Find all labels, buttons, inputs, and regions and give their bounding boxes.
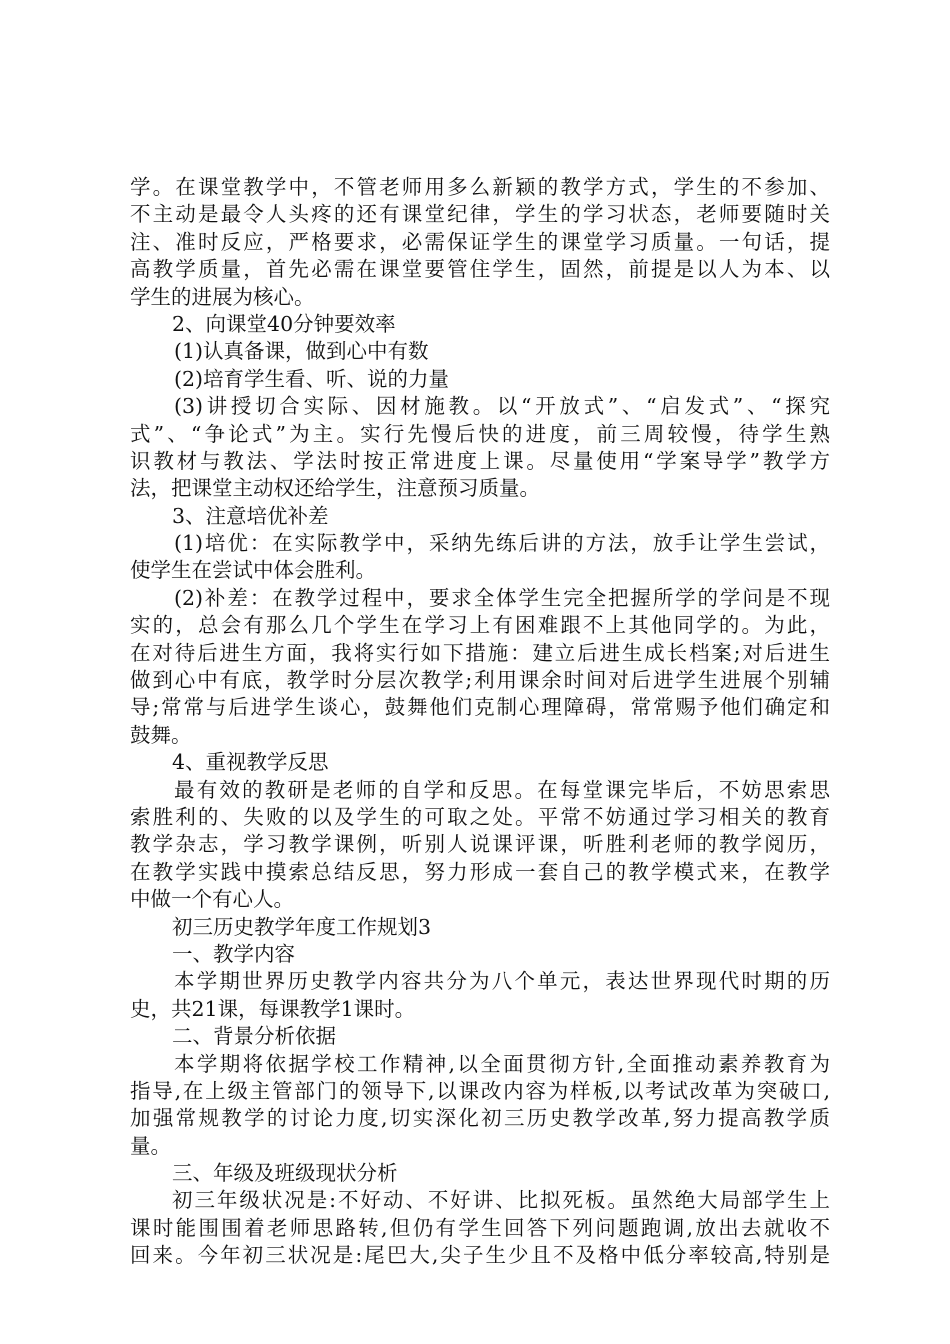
text-line: 高教学质量，首先必需在课堂要管住学生，固然，前提是以人为本、以 (130, 257, 830, 282)
text-line: 初三年级状况是:不好动、不好讲、比拟死板。虽然绝大局部学生上 (172, 1188, 830, 1213)
text-line: 加强常规教学的讨论力度,切实深化初三历史教学改革,努力提高教学质 (130, 1106, 830, 1131)
text-line: 识教材与教法、学法时按正常进度上课。尽量使用“学案导学”教学方 (130, 448, 830, 473)
list-item: (1)培优：在实际教学中，采纳先练后讲的方法，放手让学生尝试， (174, 531, 830, 556)
text-line: 中做一个有心人。 (130, 887, 294, 912)
section-heading: 2、向课堂40分钟要效率 (172, 311, 396, 336)
text-line: 学生的进展为核心。 (130, 284, 315, 309)
list-item: (2)补差：在教学过程中，要求全体学生完全把握所学的学问是不现 (174, 585, 830, 610)
text-line: 导;常常与后进学生谈心，鼓舞他们克制心理障碍，常常赐予他们确定和 (130, 695, 830, 720)
text-line: 实的，总会有那么几个学生在学习上有困难跟不上其他同学的。为此， (130, 613, 830, 638)
text-line: 课时能围围着老师思路转,但仍有学生回答下列问题跑调,放出去就收不 (130, 1215, 830, 1240)
list-item: (1)认真备课，做到心中有数 (174, 339, 429, 364)
text-line: 在对待后进生方面，我将实行如下措施：建立后进生成长档案;对后进生 (130, 640, 830, 665)
text-line: 不主动是最令人头疼的还有课堂纪律，学生的学习状态，老师要随时关 (130, 202, 830, 227)
text-line: 法，把课堂主动权还给学生，注意预习质量。 (130, 476, 540, 501)
list-item: (2)培育学生看、听、说的力量 (174, 366, 450, 391)
text-line: 本学期世界历史教学内容共分为八个单元，表达世界现代时期的历 (174, 969, 830, 994)
text-line: 指导,在上级主管部门的领导下,以课改内容为样板,以考试改革为突破口, (130, 1078, 830, 1103)
text-line: 使学生在尝试中体会胜利。 (130, 558, 376, 583)
text-line: 鼓舞。 (130, 722, 192, 747)
text-line: 索胜利的、失败的以及学生的可取之处。平常不妨通过学习相关的教育 (130, 804, 830, 829)
text-line: 学。在课堂教学中，不管老师用多么新颖的教学方式，学生的不参加、 (130, 175, 830, 199)
section-heading: 4、重视教学反思 (172, 750, 329, 775)
list-item: (3)讲授切合实际、因材施教。以“开放式”、“启发式”、“探究 (174, 394, 830, 419)
section-heading: 3、注意培优补差 (172, 503, 329, 528)
section-heading: 三、年级及班级现状分析 (172, 1161, 398, 1186)
document-body (130, 174, 830, 1270)
text-line: 教学杂志，学习教学课例，听别人说课评课，听胜利老师的教学阅历， (130, 832, 830, 857)
text-line: 做到心中有底，教学时分层次教学;利用课余时间对后进学生进展个别辅 (130, 668, 830, 693)
text-line: 量。 (130, 1133, 171, 1158)
section-heading: 二、背景分析依据 (172, 1024, 336, 1049)
text-line: 注、准时反应，严格要求，必需保证学生的课堂学习质量。一句话，提 (130, 229, 830, 254)
text-line: 式”、“争论式”为主。实行先慢后快的进度，前三周较慢，待学生熟 (130, 421, 830, 446)
section-heading: 一、教学内容 (172, 941, 295, 966)
text-line: 回来。今年初三状况是:尾巴大,尖子生少且不及格中低分率较高,特别是 (130, 1243, 830, 1268)
text-line: 最有效的教研是老师的自学和反思。在每堂课完毕后，不妨思索思 (174, 777, 830, 802)
text-line: 史，共21课，每课教学1课时。 (130, 996, 416, 1021)
text-line: 在教学实践中摸索总结反思，努力形成一套自己的教学模式来，在教学 (130, 859, 830, 884)
document-title: 初三历史教学年度工作规划3 (172, 914, 432, 939)
text-line: 本学期将依据学校工作精神,以全面贯彻方针,全面推动素养教育为 (174, 1051, 830, 1076)
